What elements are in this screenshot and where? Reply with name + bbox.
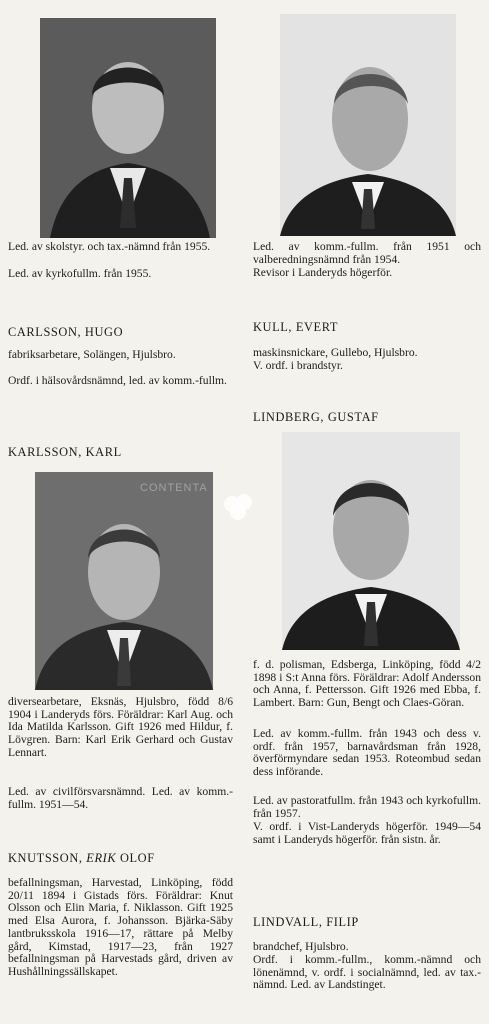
entry-line: befallningsman, Harvestad, Linköping, född 20/11 1894 i Gistads förs. Föräldrar: Knut Olsson och Elin Maria, f. Niklasson. Gift 1925 med Elsa Aurora, f. Johansson. Bjärka-Säby lantbruksskola 1916—17, rättare på Melby gård, Kimstad, 1917—23, från 1927 befallningsman på Harvestads gård, driven av Hushållningssällskapet.: [8, 876, 233, 978]
entry-line: Ordf. i komm.-fullm., komm.-nämnd och lönenämnd, v. ordf. i socialnämnd, led. av tax.-nämnd. Led. av Landstinget.: [253, 953, 481, 992]
person-name: LINDBERG, GUSTAF: [253, 410, 379, 424]
watermark-text: CONTENTA: [140, 482, 208, 494]
entry-line: diversearbetare, Eksnäs, Hjulsbro, född 8/6 1904 i Landeryds förs. Föräldrar: Karl Aug. och Ida Matilda Karlsson. Gift 1926 med Hildur, f. Lövgren. Barn: Karl Erik Gerhard och Gustav Lennart.: [8, 695, 233, 759]
entry-line: Ordf. i hälsovårdsnämnd, led. av komm.-fullm.: [8, 374, 227, 387]
person-name: CARLSSON, HUGO: [8, 325, 124, 339]
person-name: [8, 851, 155, 866]
entry-line: Led. av kyrkofullm. från 1955.: [8, 267, 152, 280]
person-name: LINDVALL, FILIP: [253, 915, 359, 929]
entry-line: Led. av komm.-fullm. från 1951 och valberedningsnämnd från 1954.: [253, 240, 481, 266]
person-name: KULL, EVERT: [253, 320, 339, 334]
entry-line: Led. av skolstyr. och tax.-nämnd från 1955.: [8, 240, 211, 253]
person-name: KARLSSON, KARL: [8, 445, 122, 459]
person-name-prefix: KNUTSSON,: [8, 851, 83, 865]
entry-line: V. ordf. i brandstyr.: [253, 359, 343, 372]
person-name-given: ERIK: [86, 851, 117, 865]
person-name-suffix: OLOF: [119, 851, 155, 865]
portrait-photo-top-left: [40, 18, 216, 238]
portrait-photo-top-right: [280, 14, 456, 236]
entry-line: Revisor i Landeryds högerför.: [253, 266, 393, 279]
entry-line: Led. av civilförsvarsnämnd. Led. av komm.-fullm. 1951—54.: [8, 785, 233, 811]
entry-line: fabriksarbetare, Solängen, Hjulsbro.: [8, 348, 176, 361]
portrait-photo-mid-right: [282, 432, 460, 650]
entry-line: brandchef, Hjulsbro.: [253, 940, 349, 953]
portrait-photo-mid-left: [35, 472, 213, 690]
entry-line: f. d. polisman, Edsberga, Linköping, född 4/2 1898 i S:t Anna förs. Föräldrar: Adolf Andersson och Anna, f. Pettersson. Gift 1926 med Ebba, f. Lambert. Barn: Gun, Bengt och Claes-Göran.: [253, 658, 481, 710]
flower-watermark-icon: [220, 492, 260, 522]
entry-line: Led. av pastoratfullm. från 1943 och kyrkofullm. från 1957.: [253, 794, 481, 820]
entry-line: maskinsnickare, Gullebo, Hjulsbro.: [253, 346, 418, 359]
entry-line: Led. av komm.-fullm. från 1943 och dess v. ordf. från 1957, barnavårdsman från 1928, överförmyndare sedan 1953. Roteombud sedan dess införande.: [253, 727, 481, 779]
entry-line: V. ordf. i Vist-Landeryds högerför. 1949—54 samt i Landeryds högerför. från sistn. år.: [253, 820, 481, 846]
